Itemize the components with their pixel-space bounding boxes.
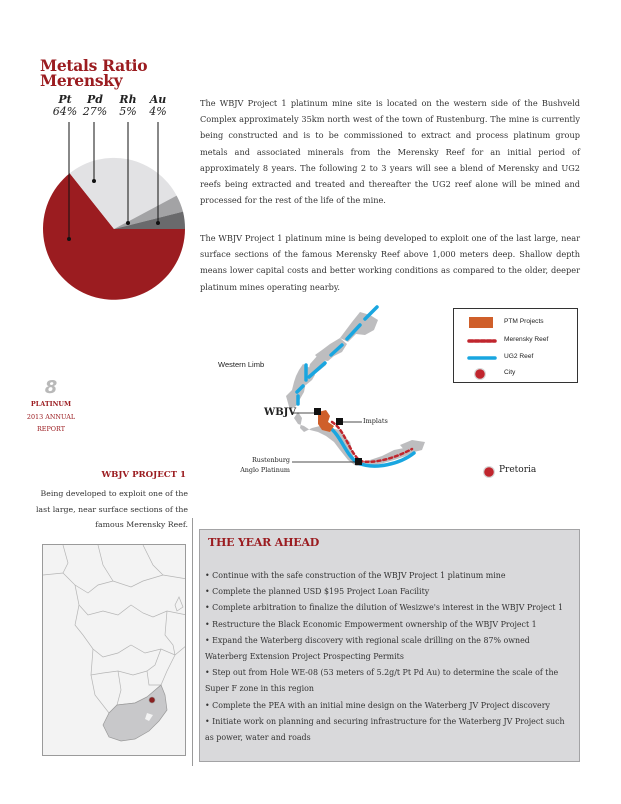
rustenburg-label-line1: Rustenburg [251,456,290,464]
rustenburg-map-label [232,455,290,475]
metal-symbol: Pt [58,93,72,106]
legend-label: UG2 Reef [504,353,534,360]
africa-locator-map [42,544,186,756]
legend-label: City [504,369,516,376]
project-location-icon [149,697,155,703]
year-ahead-item: • Initiate work on planning and securing infrastructure for the Waterberg JV Project such as power, water and roads [205,716,565,743]
implats-marker-icon [336,418,343,425]
ug2-reef-line [297,307,414,466]
year-ahead-box [199,529,580,762]
page-number: 8 [44,377,58,398]
chart-title-line1: Metals Ratio [40,56,148,75]
metal-symbol: Au [149,93,167,106]
year-ahead-item: • Step out from Hole WE-08 (53 meters of 5.2g/t Pt Pd Au) to determine the scale of the Super F zone in this region [205,668,559,694]
wbjv-marker-icon [314,408,321,415]
year-ahead-list [205,568,573,746]
rustenburg-marker-icon [355,458,362,465]
metal-percent: 64% [52,105,78,118]
year-ahead-item: • Expand the Waterberg discovery with regional scale drilling on the 87% owned Waterberg Extension Project Prospecting Permits [205,635,530,662]
page-number-block [20,378,82,435]
year-ahead-item: • Restructure the Black Economic Empowerment ownership of the WBJV Project 1 [205,619,537,629]
wbjv-map-label: WBJV [264,407,297,418]
legend-label: Merensky Reef [504,336,549,343]
chart-title-line2: Merensky [40,71,123,90]
year-ahead-title: THE YEAR AHEAD [208,536,320,549]
legend-label: PTM Projects [504,318,544,325]
project-caption-title: WBJV PROJECT 1 [101,470,186,480]
intro-paragraph-2: The WBJV Project 1 platinum mine is being developed to exploit one of the last large, near surface sections of the famous Merensky Reef above 1,000 meters deep. Shallow depth means lower capital costs and better working conditions as compared to the older, deeper platinum mines operating nearby. [200,233,580,292]
africa-map-svg [43,545,186,756]
rustenburg-label-line2: Anglo Platinum [240,466,290,474]
implats-map-label: Implats [363,417,388,425]
year-ahead-item: • Complete arbitration to finalize the dilution of Wesizwe's interest in the WBJV Project 1 [205,603,563,613]
year-ahead-item: • Continue with the safe construction of the WBJV Project 1 platinum mine [205,571,506,580]
report-label: REPORT [37,425,65,433]
metal-percent: 27% [82,105,108,118]
column-divider [192,518,193,766]
report-year: 2013 ANNUAL [26,413,76,421]
year-ahead-item: • Complete the planned USD $195 Project Loan Facility [205,587,430,597]
metal-percent: 4% [149,105,167,118]
project-caption-text: Being developed to exploit one of the last large, near surface sections of the famous Merensky Reef. [35,489,188,529]
year-ahead-item: • Complete the PEA with an initial mine design on the Waterberg JV Project discovery [205,700,550,710]
south-africa-highlight [103,685,167,741]
metal-percent: 5% [119,105,137,118]
western-limb-label: Western Limb [218,360,265,369]
pie-chart [0,0,200,310]
bushveld-complex-shape [286,312,425,466]
report-brand: PLATINUM [30,400,72,408]
metal-symbol: Pd [87,93,103,106]
intro-paragraph-1: The WBJV Project 1 platinum mine site is located on the western side of the Bushveld Complex approximately 35km north west of the town of Rustenburg. The mine is currently being constructed and is to be commissioned to extract and process platinum group metals and associated minerals from the Merensky Reef for an initial period of approximately 8 years. The following 2 to 3 years will see a blend of Merensky and UG2 reefs being extracted and treated and thereafter the UG2 reef alone will be mined and processed for the rest of the life of the mine. [200,98,580,206]
metal-symbol: Rh [119,93,137,106]
pretoria-map-label: Pretoria [499,465,537,475]
